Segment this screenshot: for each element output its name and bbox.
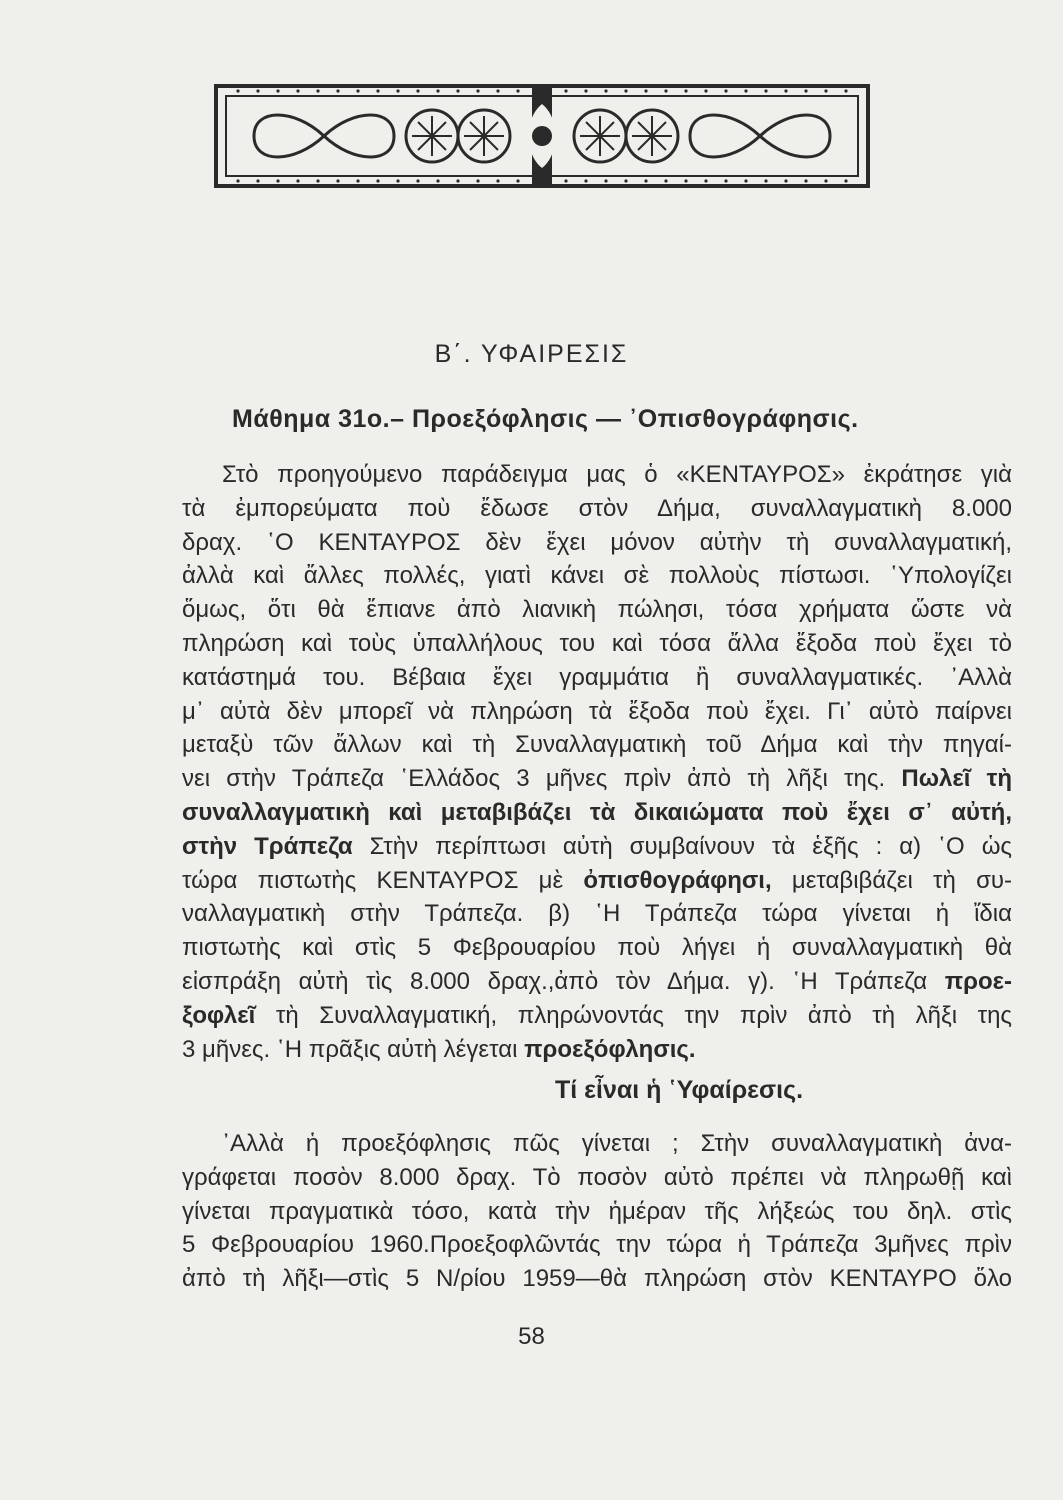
lesson-title: Μάθημα 31ο.– Προεξόφλησις — ᾽Οπισθογράφησις. [232,405,859,433]
text-fragment: εἰσπράξη αὐτὴ τὶς 8.000 δραχ.,ἀπὸ τὸν Δήμα. γ). ῾Η Τράπεζα [182,967,928,995]
text-line: τὰ ἐμπορεύματα ποὺ ἔδωσε στὸν Δήμα, συναλλαγματικὴ 8.000 [182,494,1012,522]
byzantine-headpiece-ornament [214,82,870,190]
text-line: ᾽Αλλὰ ἡ προεξόφλησις πῶς γίνεται ; Στὴν συναλλαγματικὴ ἀνα- [222,1130,1012,1157]
text-line: μεταξὺ τῶν ἄλλων καὶ τὴ Συναλλαγματικὴ τοῦ Δήμα καὶ τὴν πηγαί- [182,731,1012,759]
emphasis-text: προεξόφλησις. [524,1035,696,1063]
text-fragment: τὴ Συναλλαγματική, πληρώνοντάς την πρὶν ἀπὸ τὴ λῆξι της [275,1001,1012,1029]
emphasis-text: ξοφλεῖ [182,1001,256,1029]
text-line [182,762,1012,796]
subheading: Τί εἶναι ἡ ῾Υφαίρεσις. [555,1076,804,1104]
text-line: πληρώση καὶ τοὺς ὑπαλλήλους του καὶ τόσα ἄλλα ἔξοδα ποὺ ἔχει τὸ [182,629,1012,657]
emphasis-text: στὴν Τράπεζα [182,832,353,860]
text-line: μ᾽ αὐτὰ δὲν μπορεῖ νὰ πληρώση τὰ ἔξοδα ποὺ ἔχει. Γι᾽ αὐτὸ παίρνει [182,697,1012,725]
text-line: ὅμως, ὅτι θὰ ἔπιανε ἀπὸ λιανικὴ πώλησι, τόσα χρήματα ὥστε νὰ [182,596,1012,624]
emphasis-text: ὀπισθογράφησι, [583,866,772,894]
text-line [182,1033,1012,1067]
text-line: κατάστημά του. Βέβαια ἔχει γραμμάτια ἢ συναλλαγματικές. ᾽Αλλὰ [182,663,1012,691]
emphasis-text: προε- [944,967,1012,995]
text-line: ἀλλὰ καὶ ἄλλες πολλές, γιατὶ κάνει σὲ πολλοὺς πίστωσι. ῾Υπολογίζει [182,562,1012,590]
text-fragment: τώρα πιστωτὴς ΚΕΝΤΑΥΡΟΣ μὲ [182,866,564,894]
text-line: Στὸ προηγούμενο παράδειγμα μας ὁ «ΚΕΝΤΑΥΡΟΣ» ἐκράτησε γιὰ [222,461,1012,488]
text-line: γίνεται πραγματικὰ τόσο, κατὰ τὴν ἡμέραν τῆς λήξεώς του δηλ. στὶς [182,1197,1012,1225]
section-heading: Β΄. ΥΦΑΙΡΕΣΙΣ [434,340,629,368]
page-number: 58 [518,1323,545,1350]
text-line [182,864,1012,898]
text-line [182,965,1012,999]
text-line [182,999,1012,1033]
text-line [182,830,1012,864]
emphasis-line: συναλλαγματικὴ καὶ μεταβιβάζει τὰ δικαιώματα ποὺ ἔχει σ᾽ αὐτή, [182,798,1012,826]
text-line: πιστωτὴς καὶ στὶς 5 Φεβρουαρίου ποὺ λήγει ἡ συναλλαγματικὴ θὰ [182,934,1012,962]
text-line: ἀπὸ τὴ λῆξι—στὶς 5 Ν/ρίου 1959—θὰ πληρώση στὸν ΚΕΝΤΑΥΡΟ ὅλο [182,1265,1012,1293]
text-fragment: νει στὴν Τράπεζα ῾Ελλάδος 3 μῆνες πρὶν ἀπὸ τὴ λῆξι της. [182,765,886,793]
paragraph-2 [182,1127,1012,1296]
text-line: δραχ. ῾Ο ΚΕΝΤΑΥΡΟΣ δὲν ἔχει μόνον αὐτὴν τὴ συναλλαγματική, [182,528,1012,556]
emphasis-text: Πωλεῖ τὴ [901,765,1012,793]
text-fragment: μεταβιβάζει τὴ συ- [791,866,1012,894]
text-fragment: 3 μῆνες. ῾Η πρᾶξις αὐτὴ λέγεται [182,1035,518,1063]
text-fragment: Στὴν περίπτωσι αὐτὴ συμβαίνουν τὰ ἑξῆς : α) ῾Ο ὡς [369,832,1012,860]
text-line: γράφεται ποσὸν 8.000 δραχ. Τὸ ποσὸν αὐτὸ πρέπει νὰ πληρωθῇ καὶ [182,1163,1012,1191]
paragraph-1 [182,458,1012,1066]
text-line: ναλλαγματικὴ στὴν Τράπεζα. β) ῾Η Τράπεζα τώρα γίνεται ἡ ἴδια [182,900,1012,928]
text-line: 5 Φεβρουαρίου 1960.Προεξοφλῶντάς την τώρα ἡ Τράπεζα 3μῆνες πρὶν [182,1231,1012,1259]
